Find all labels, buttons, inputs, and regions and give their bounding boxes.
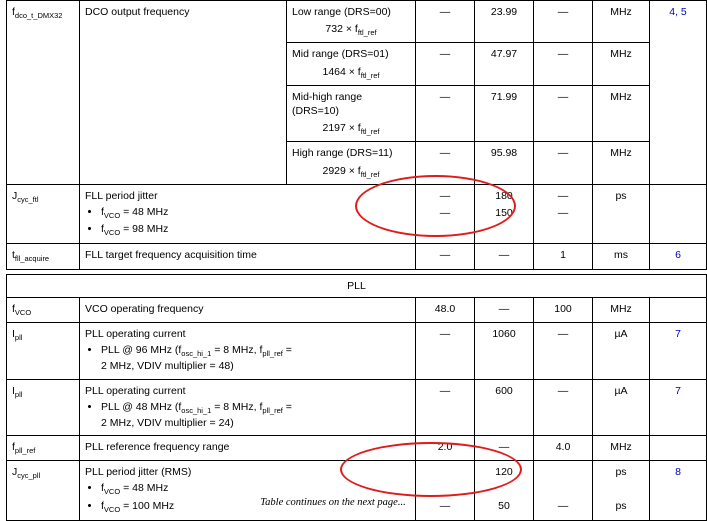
- cell-min: [416, 461, 475, 521]
- cell-note: [650, 297, 707, 322]
- bullet-post: = 48 MHz: [120, 205, 169, 218]
- bullet-subscript: VCO: [103, 487, 121, 497]
- bullet-post: =: [282, 400, 292, 413]
- cell-max-line2: —: [557, 500, 569, 513]
- cell-min: —: [416, 322, 475, 379]
- cell-unit: ps: [593, 184, 650, 244]
- cell-symbol: [7, 244, 80, 269]
- cell-max: —: [534, 322, 593, 379]
- cell-description: VCO operating frequency: [80, 297, 416, 322]
- cell-symbol: [7, 436, 80, 461]
- cell-typ: 600: [475, 379, 534, 436]
- bullet-subscript-1: osc_hi_1: [181, 405, 212, 415]
- bullet-line-1: [101, 344, 292, 359]
- symbol-subscript: cyc_pll: [17, 471, 41, 481]
- condition-sub-text: 2929 × f: [322, 164, 361, 177]
- symbol-base: I: [12, 327, 15, 340]
- table-row-ipll-48: [7, 379, 707, 436]
- cell-note: 7: [650, 322, 707, 379]
- symbol-subscript: fll_acquire: [14, 254, 50, 264]
- cell-unit-line2: ps: [615, 500, 627, 513]
- description-text: DCO output frequency: [85, 6, 190, 18]
- cell-min-line2: —: [439, 500, 451, 513]
- condition-sub-text: 1464 × f: [322, 65, 361, 78]
- symbol-subscript: dco_t_DMX32: [14, 11, 63, 21]
- bullet-post: =: [282, 344, 292, 357]
- cell-unit: MHz: [593, 43, 650, 85]
- symbol-subscript: pll_ref: [14, 446, 36, 456]
- description-text: PLL operating current: [85, 327, 186, 340]
- condition-sub-text: 2197 × f: [322, 122, 361, 135]
- cell-typ: —: [475, 436, 534, 461]
- cell-typ: 47.97: [475, 43, 534, 85]
- condition-sub-subscript: ftl_ref: [360, 169, 380, 179]
- condition-main: Low range (DRS=00): [292, 6, 391, 18]
- cell-condition: [287, 85, 416, 142]
- cell-unit: µA: [593, 379, 650, 436]
- bullet-mid: = 8 MHz, f: [211, 400, 263, 413]
- bullet-pre: PLL @ 96 MHz (f: [101, 344, 182, 357]
- cell-description: [80, 1, 287, 185]
- condition-bullet-list: [85, 343, 410, 373]
- cell-description: [80, 379, 416, 436]
- cell-unit: MHz: [593, 142, 650, 184]
- description-text: PLL period jitter (RMS): [85, 466, 192, 479]
- cell-unit: MHz: [593, 1, 650, 43]
- bullet-line-1: [101, 401, 292, 413]
- cell-typ: 23.99: [475, 1, 534, 43]
- cell-typ-line1: 120: [495, 466, 513, 479]
- table-row-fvco: [7, 297, 707, 322]
- cell-max: [534, 461, 593, 521]
- cell-min: 48.0: [416, 297, 475, 322]
- cell-min: —: [416, 1, 475, 43]
- bullet-pre: f: [101, 205, 104, 218]
- list-item: [101, 400, 410, 430]
- cell-min: —: [416, 43, 475, 85]
- symbol-base: f: [12, 441, 15, 454]
- bullet-pre: PLL @ 48 MHz (f: [101, 400, 182, 413]
- bullet-line-2: 2 MHz, VDIV multiplier = 48): [101, 360, 234, 373]
- symbol-base: f: [12, 6, 15, 18]
- symbol-base: I: [12, 384, 15, 397]
- bullet-mid: = 8 MHz, f: [211, 344, 263, 357]
- table-row-section-header: [7, 274, 707, 297]
- condition-sub-subscript: ftl_ref: [360, 127, 380, 137]
- bullet-subscript: VCO: [103, 504, 121, 514]
- cell-note: 6: [650, 244, 707, 269]
- cell-max: —: [534, 85, 593, 142]
- cell-max: —: [534, 142, 593, 184]
- list-item: [101, 205, 410, 221]
- condition-sub-text: 732 × f: [325, 23, 358, 36]
- bullet-post: = 48 MHz: [120, 482, 169, 495]
- condition-sub: [292, 65, 410, 81]
- cell-max: 100: [534, 297, 593, 322]
- cell-note: [650, 436, 707, 461]
- symbol-subscript: cyc_ftl: [17, 194, 39, 204]
- symbol-base: f: [12, 302, 15, 315]
- cell-max: 1: [534, 244, 593, 269]
- symbol-base: t: [12, 249, 15, 262]
- bullet-post: = 98 MHz: [120, 223, 169, 236]
- bullet-line-2: 2 MHz, VDIV multiplier = 24): [101, 416, 234, 429]
- symbol-subscript: VCO: [14, 307, 32, 317]
- cell-unit: MHz: [593, 436, 650, 461]
- cell-typ-line2: 50: [498, 500, 510, 513]
- cell-symbol: [7, 461, 80, 521]
- cell-typ: 1060: [475, 322, 534, 379]
- cell-min-line2: —: [439, 206, 451, 219]
- cell-min: —: [416, 379, 475, 436]
- cell-description: [80, 184, 416, 244]
- bullet-pre: f: [101, 482, 104, 495]
- cell-unit: MHz: [593, 85, 650, 142]
- condition-sub-subscript: ftl_ref: [360, 70, 380, 80]
- cell-note: [650, 184, 707, 244]
- cell-typ: —: [475, 244, 534, 269]
- bullet-subscript-2: pll_ref: [262, 405, 283, 415]
- cell-typ: —: [475, 297, 534, 322]
- cell-condition: [287, 142, 416, 184]
- cell-max: [534, 184, 593, 244]
- electrical-characteristics-table: [6, 0, 707, 521]
- bullet-subscript: VCO: [103, 228, 121, 238]
- cell-max-line1: [539, 465, 587, 499]
- cell-unit-line1: ps: [615, 466, 627, 479]
- condition-bullet-list: [85, 205, 410, 238]
- cell-min: [416, 184, 475, 244]
- cell-symbol: [7, 322, 80, 379]
- cell-description: [80, 461, 416, 521]
- cell-condition: [287, 43, 416, 85]
- cell-min-line1: [421, 465, 469, 499]
- symbol-base: J: [12, 466, 18, 479]
- bullet-subscript-2: pll_ref: [262, 349, 283, 359]
- condition-sub-subscript: ftl_ref: [357, 28, 377, 38]
- cell-min: —: [416, 85, 475, 142]
- bullet-pre: f: [101, 499, 104, 512]
- table-row-fpll-ref: [7, 436, 707, 461]
- cell-max: —: [534, 379, 593, 436]
- cell-symbol: [7, 1, 80, 185]
- symbol-base: J: [12, 189, 18, 202]
- cell-symbol: [7, 297, 80, 322]
- condition-main: Mid range (DRS=01): [292, 48, 389, 61]
- cell-unit: [593, 461, 650, 521]
- table-row-ipll-96: [7, 322, 707, 379]
- cell-note: 7: [650, 379, 707, 436]
- cell-typ: [475, 184, 534, 244]
- cell-min: 2.0: [416, 436, 475, 461]
- table-row-fll-acquire: [7, 244, 707, 269]
- cell-max-line2: —: [557, 206, 569, 219]
- bullet-post: = 100 MHz: [120, 499, 175, 512]
- cell-symbol: [7, 184, 80, 244]
- cell-condition: [287, 1, 416, 43]
- cell-typ-line2: 150: [495, 206, 513, 219]
- bullet-pre: f: [101, 223, 104, 236]
- cell-note: 8: [650, 461, 707, 521]
- description-text: FLL period jitter: [85, 189, 158, 202]
- condition-sub: [292, 164, 410, 180]
- bullet-subscript-1: osc_hi_1: [181, 349, 212, 359]
- table-continues-note: Table continues on the next page...: [260, 497, 406, 508]
- cell-description: [80, 322, 416, 379]
- condition-sub: [292, 121, 410, 137]
- cell-unit: MHz: [593, 297, 650, 322]
- cell-min: —: [416, 244, 475, 269]
- cell-max: 4.0: [534, 436, 593, 461]
- cell-symbol: [7, 379, 80, 436]
- cell-unit: ms: [593, 244, 650, 269]
- table-row-pll-jitter: [7, 461, 707, 521]
- cell-typ: 71.99: [475, 85, 534, 142]
- symbol-subscript: pll: [14, 333, 23, 343]
- condition-bullet-list: [85, 400, 410, 430]
- table-row-fll-jitter: [7, 184, 707, 244]
- cell-typ-line1: 180: [495, 189, 513, 202]
- symbol-subscript: pll: [14, 389, 23, 399]
- cell-description: PLL reference frequency range: [80, 436, 416, 461]
- list-item: [101, 222, 410, 238]
- condition-main: Mid-high range (DRS=10): [292, 90, 363, 117]
- list-item: [101, 481, 410, 497]
- list-item: [101, 343, 410, 373]
- table-row: [7, 1, 707, 43]
- bullet-subscript: VCO: [103, 211, 121, 220]
- cell-max-line1: —: [557, 189, 569, 202]
- cell-unit: µA: [593, 322, 650, 379]
- cell-min: —: [416, 142, 475, 184]
- cell-typ: 95.98: [475, 142, 534, 184]
- section-header-pll: PLL: [7, 274, 707, 297]
- condition-sub: [292, 22, 410, 38]
- cell-description: FLL target frequency acquisition time: [80, 244, 416, 269]
- cell-note: 4, 5: [650, 1, 707, 185]
- cell-typ: [475, 461, 534, 521]
- cell-min-line1: —: [439, 189, 451, 202]
- description-text: PLL operating current: [85, 384, 186, 397]
- cell-max: —: [534, 1, 593, 43]
- cell-max: —: [534, 43, 593, 85]
- condition-main: High range (DRS=11): [292, 147, 393, 160]
